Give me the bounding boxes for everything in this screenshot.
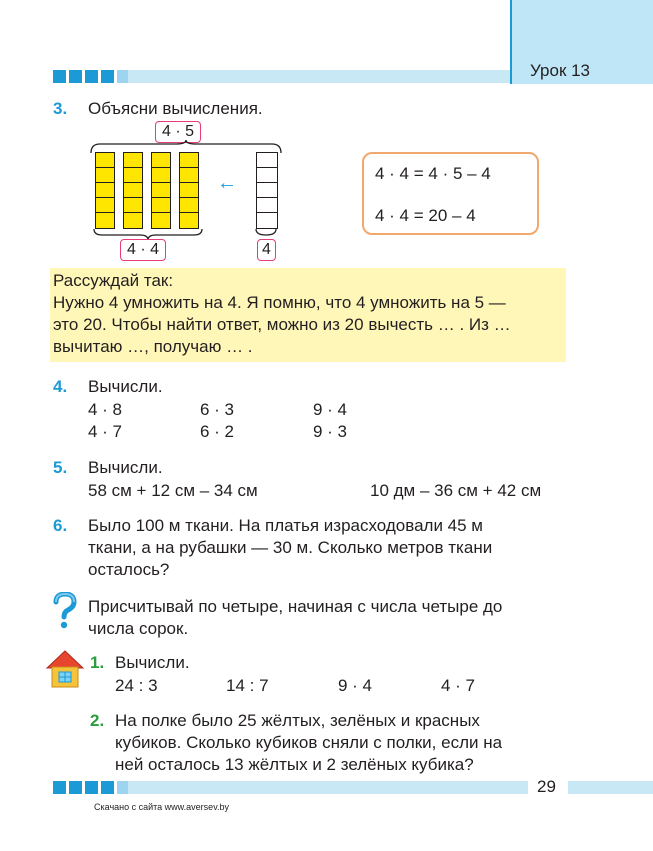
footer-squares (53, 781, 130, 794)
home-task2-line-2: кубиков. Сколько кубиков сняли с полки, если на (115, 733, 503, 752)
header-squares (53, 70, 130, 83)
label-4x4: 4 · 4 (120, 239, 166, 261)
home-task1-expr: 14 : 7 (226, 676, 269, 695)
home-task1-expr: 24 : 3 (115, 676, 158, 695)
task5-title: Вычисли. (88, 458, 163, 477)
label-4x5: 4 · 5 (155, 121, 201, 143)
task4-expr: 9 · 3 (313, 422, 348, 441)
task4-expr: 6 · 2 (200, 422, 235, 441)
task6-number: 6. (53, 516, 68, 535)
home-task2-line-1: На полке было 25 жёлтых, зелёных и красных (115, 711, 480, 730)
equation-2: 4 · 4 = 20 – 4 (375, 206, 476, 225)
task6-line-2: ткани, а на рубашки — 30 м. Сколько метров ткани (88, 538, 493, 557)
task4-expr: 4 · 8 (88, 400, 123, 419)
empty-column (256, 152, 278, 229)
task4-expr: 4 · 7 (88, 422, 123, 441)
task4-number: 4. (53, 377, 68, 396)
equation-1: 4 · 4 = 4 · 5 – 4 (375, 164, 491, 183)
reasoning-line-1: Нужно 4 умножить на 4. Я помню, что 4 умножить на 5 — (53, 293, 506, 312)
puzzle-line-2: числа сорок. (88, 619, 189, 638)
question-mark-icon (50, 592, 78, 630)
header-bar (128, 70, 510, 83)
footer-bar-left (128, 781, 528, 794)
home-task1-expr: 9 · 4 (338, 676, 373, 695)
home-task2-line-3: ней осталось 13 жёлтых и 2 зелёных кубика? (115, 755, 474, 774)
puzzle-line-1: Присчитывай по четыре, начиная с числа четыре до (88, 597, 503, 616)
page-number: 29 (537, 777, 556, 796)
lesson-title: Урок 13 (530, 61, 591, 80)
home-task2-number: 2. (90, 711, 105, 730)
label-4: 4 (257, 239, 276, 261)
reasoning-title: Рассуждай так: (53, 271, 174, 290)
task6-line-3: осталось? (88, 560, 170, 579)
home-task1-expr: 4 · 7 (441, 676, 476, 695)
reasoning-line-3: вычитаю …, получаю … . (53, 337, 253, 356)
task5-expr-2: 10 дм – 36 см + 42 см (370, 481, 542, 500)
house-icon (44, 648, 86, 690)
source-note: Скачано с сайта www.aversev.by (94, 802, 230, 812)
task4-expr: 6 · 3 (200, 400, 235, 419)
task4-title: Вычисли. (88, 377, 163, 396)
task3-number: 3. (53, 99, 68, 118)
arrow-left-icon: ← (217, 172, 237, 194)
task3-title: Объясни вычисления. (88, 99, 263, 118)
task5-number: 5. (53, 458, 68, 477)
task6-line-1: Было 100 м ткани. На платья израсходовали 45 м (88, 516, 483, 535)
reasoning-line-2: это 20. Чтобы найти ответ, можно из 20 вычесть … . Из … (53, 315, 511, 334)
task4-expr: 9 · 4 (313, 400, 348, 419)
yellow-columns (95, 152, 199, 229)
home-task1-title: Вычисли. (115, 653, 190, 672)
footer-bar-right (568, 781, 653, 794)
task5-expr-1: 58 см + 12 см – 34 см (88, 481, 258, 500)
home-task1-number: 1. (90, 653, 105, 672)
